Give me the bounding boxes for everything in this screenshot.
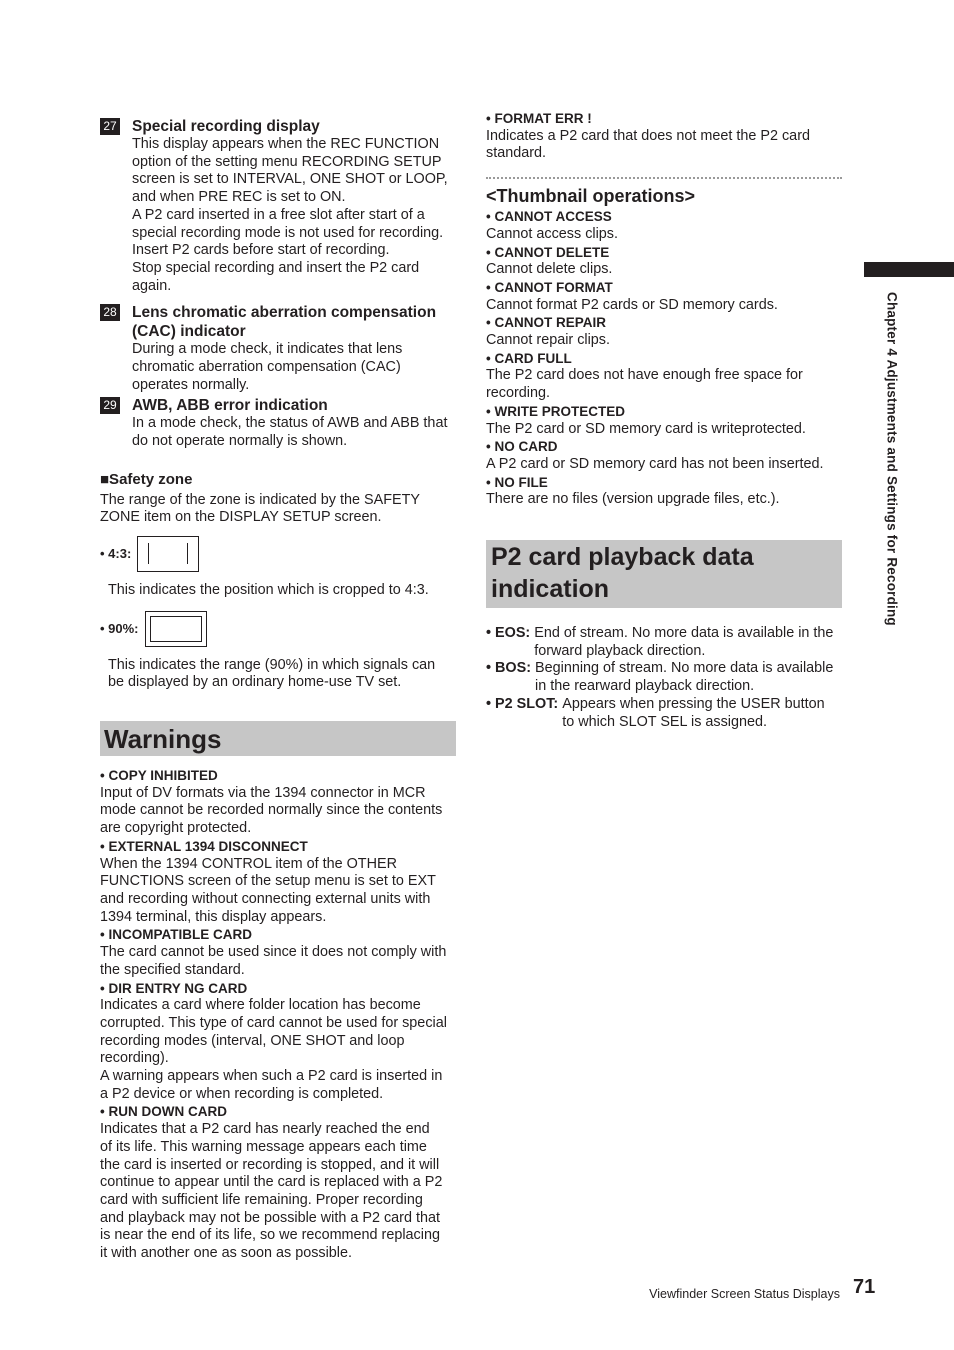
safety-zone-line: The range of the zone is indicated by the SAFETY (100, 491, 420, 508)
thumbnail-entry (486, 208, 842, 243)
p2-entry-bos (486, 660, 842, 695)
item-29 (100, 389, 456, 450)
item-line: option of the setting menu RECORDING SETUP (132, 153, 442, 170)
warning-line: corrupted. This type of card cannot be used for special (100, 1014, 447, 1031)
safety-zone-heading: ■Safety zone (100, 470, 193, 488)
thumbnail-entry (486, 403, 842, 438)
warning-line: a P2 device or when recording is completed. (100, 1085, 384, 1102)
percent-desc-line: This indicates the range (90%) in which signals can (108, 656, 436, 673)
item-line: A P2 card inserted in a free slot after start of a (132, 206, 425, 223)
item-line: chromatic aberration compensation (CAC) (132, 359, 401, 376)
ratio-row (100, 536, 456, 572)
thumbnail-label: • CANNOT DELETE (486, 244, 610, 260)
percent-desc (100, 657, 456, 692)
warning-line: are copyright protected. (100, 820, 252, 837)
format-err-entry (486, 110, 842, 163)
item-line: do not operate normally is shown. (132, 433, 348, 450)
p2-line: Appears when pressing the USER button (562, 695, 825, 712)
item-title: Lens chromatic aberration compensation (132, 304, 437, 322)
warning-line: A warning appears when such a P2 card is inserted in (100, 1068, 443, 1085)
thumbnail-line: Cannot delete clips. (486, 261, 613, 278)
item-number-badge: 27 (100, 118, 120, 135)
ratio-desc: This indicates the position which is cropped to 4:3. (108, 581, 429, 598)
warning-label: • EXTERNAL 1394 DISCONNECT (100, 838, 308, 854)
percent-row (100, 611, 456, 647)
item-27 (100, 110, 456, 295)
thumbnail-line: Cannot access clips. (486, 225, 618, 242)
warning-label: • DIR ENTRY NG CARD (100, 980, 248, 996)
p2-term: • P2 SLOT: (486, 695, 559, 712)
safety-zone-section (100, 471, 456, 692)
p2-heading-line: indication (491, 575, 610, 604)
warning-line: Indicates that a P2 card has nearly reached the end (100, 1121, 430, 1138)
thumbnail-label: • CARD FULL (486, 350, 572, 366)
item-line: In a mode check, the status of AWB and ABB that (132, 415, 448, 432)
percent-label: • 90%: (100, 620, 139, 636)
thumbnail-line: A P2 card or SD memory card has not been inserted. (486, 455, 824, 472)
thumbnail-label: • NO CARD (486, 439, 558, 455)
format-err-line: Indicates a P2 card that does not meet the P2 card (486, 127, 810, 144)
warning-line: Input of DV formats via the 1394 connector in MCR (100, 784, 426, 801)
item-line: Insert P2 cards before start of recording. (132, 242, 390, 259)
p2-line: in the rearward playback direction. (535, 678, 755, 695)
left-column (100, 110, 456, 1263)
thumbnail-line: Cannot format P2 cards or SD memory cards. (486, 296, 778, 313)
warning-line: Indicates a card where folder location has become (100, 997, 421, 1014)
p2-line: forward playback direction. (534, 642, 706, 659)
item-number-badge: 29 (100, 397, 120, 414)
p2-entry-eos (486, 625, 842, 660)
item-line: and when PRE REC is set to ON. (132, 189, 346, 206)
format-err-label: • FORMAT ERR ! (486, 111, 592, 126)
warning-entry (100, 1103, 456, 1262)
ratio-label: • 4:3: (100, 546, 132, 562)
p2-line: Beginning of stream. No more data is available (535, 660, 834, 677)
thumbnail-list (486, 208, 842, 509)
item-line: Stop special recording and insert the P2 card (132, 259, 420, 276)
safety-90-frame-icon (145, 611, 207, 647)
safety-zone-line: ZONE item on the DISPLAY SETUP screen. (100, 509, 382, 526)
warning-line: the specified standard. (100, 961, 245, 978)
thumbnail-line: The P2 card does not have enough free space for (486, 367, 803, 384)
warning-line: mode cannot be recorded normally since the contents (100, 802, 443, 819)
thumbnail-line: Cannot repair clips. (486, 332, 610, 349)
warning-label: • INCOMPATIBLE CARD (100, 927, 252, 943)
warning-line: recording). (100, 1050, 169, 1067)
chapter-tab-marker (864, 262, 954, 277)
item-line: screen is set to INTERVAL, ONE SHOT or LOOP, (132, 171, 448, 188)
thumbnail-label: • CANNOT ACCESS (486, 209, 612, 225)
warning-line: is near the end of its life, so we recommend replacing (100, 1227, 440, 1244)
p2-playback-list (486, 625, 842, 731)
item-line: During a mode check, it indicates that lens (132, 341, 403, 358)
warning-line: 1394 terminal, this display appears. (100, 908, 327, 925)
p2-entry-slot (486, 696, 842, 731)
warning-label: • RUN DOWN CARD (100, 1104, 227, 1120)
item-title: Special recording display (132, 118, 320, 135)
dotted-divider (486, 177, 842, 179)
warning-line: of its life. This warning message appears each time (100, 1138, 427, 1155)
warning-line: the card is inserted or recording is stopped, and it will (100, 1156, 440, 1173)
p2-line: to which SLOT SEL is assigned. (562, 713, 767, 730)
warning-line: and recording without connecting external units with (100, 890, 431, 907)
item-28 (100, 296, 456, 394)
thumbnail-entry (486, 474, 842, 509)
percent-desc-line: be displayed by an ordinary home-use TV set. (108, 674, 402, 691)
warning-entry (100, 767, 456, 838)
warning-line: The card cannot be used since it does not comply with (100, 944, 447, 961)
warning-entry (100, 838, 456, 927)
thumbnail-line: The P2 card or SD memory card is writeprotected. (486, 420, 806, 437)
thumbnail-entry (486, 438, 842, 473)
p2-term: • EOS: (486, 625, 531, 642)
p2-heading-line: P2 card playback data (491, 543, 754, 572)
ratio-4-3-frame-icon (137, 536, 199, 572)
warning-line: continue to appear until the card is replaced with a P2 (100, 1174, 443, 1191)
item-title: AWB, ABB error indication (132, 397, 328, 415)
thumbnail-label: • CANNOT FORMAT (486, 279, 613, 295)
p2-line: End of stream. No more data is available in the (534, 625, 834, 642)
thumbnail-line: recording. (486, 385, 550, 402)
item-title: (CAC) indicator (132, 323, 246, 341)
thumbnail-label: • WRITE PROTECTED (486, 403, 625, 419)
thumbnail-entry (486, 279, 842, 314)
warning-line: card with sufficient life remaining. Proper recording (100, 1191, 423, 1208)
thumbnail-entry (486, 314, 842, 349)
thumbnail-entry (486, 350, 842, 403)
warning-label: • COPY INHIBITED (100, 768, 218, 784)
p2-playback-heading (486, 540, 842, 608)
format-err-line: standard. (486, 145, 547, 162)
chapter-side-label: Chapter 4 Adjustments and Settings for Recording (884, 292, 900, 626)
item-line: This display appears when the REC FUNCTION (132, 136, 440, 152)
thumbnail-label: • CANNOT REPAIR (486, 315, 606, 331)
p2-term: • BOS: (486, 660, 532, 677)
warning-line: recording modes (interval, ONE SHOT and loop (100, 1032, 405, 1049)
warning-entry (100, 980, 456, 1104)
thumbnail-line: There are no files (version upgrade files, etc.). (486, 491, 780, 508)
thumbnail-heading: <Thumbnail operations> (486, 186, 696, 207)
item-number-badge: 28 (100, 304, 120, 321)
item-line: operates normally. (132, 376, 250, 393)
warning-line: it with another one as soon as possible. (100, 1245, 352, 1262)
warning-entry (100, 926, 456, 979)
item-line: again. (132, 277, 172, 294)
warnings-list (100, 767, 456, 1263)
right-column (486, 110, 842, 731)
warning-line: When the 1394 CONTROL item of the OTHER (100, 855, 397, 872)
footer-section-title: Viewfinder Screen Status Displays (649, 1287, 840, 1301)
page-number: 71 (853, 1276, 876, 1298)
warning-line: FUNCTIONS screen of the setup menu is set to EXT (100, 873, 436, 890)
item-line: special recording mode is not used for recording. (132, 224, 444, 241)
thumbnail-entry (486, 244, 842, 279)
thumbnail-label: • NO FILE (486, 474, 548, 490)
warnings-heading: Warnings (100, 721, 456, 756)
warning-line: and playback may not be possible with a P2 card that (100, 1209, 440, 1226)
